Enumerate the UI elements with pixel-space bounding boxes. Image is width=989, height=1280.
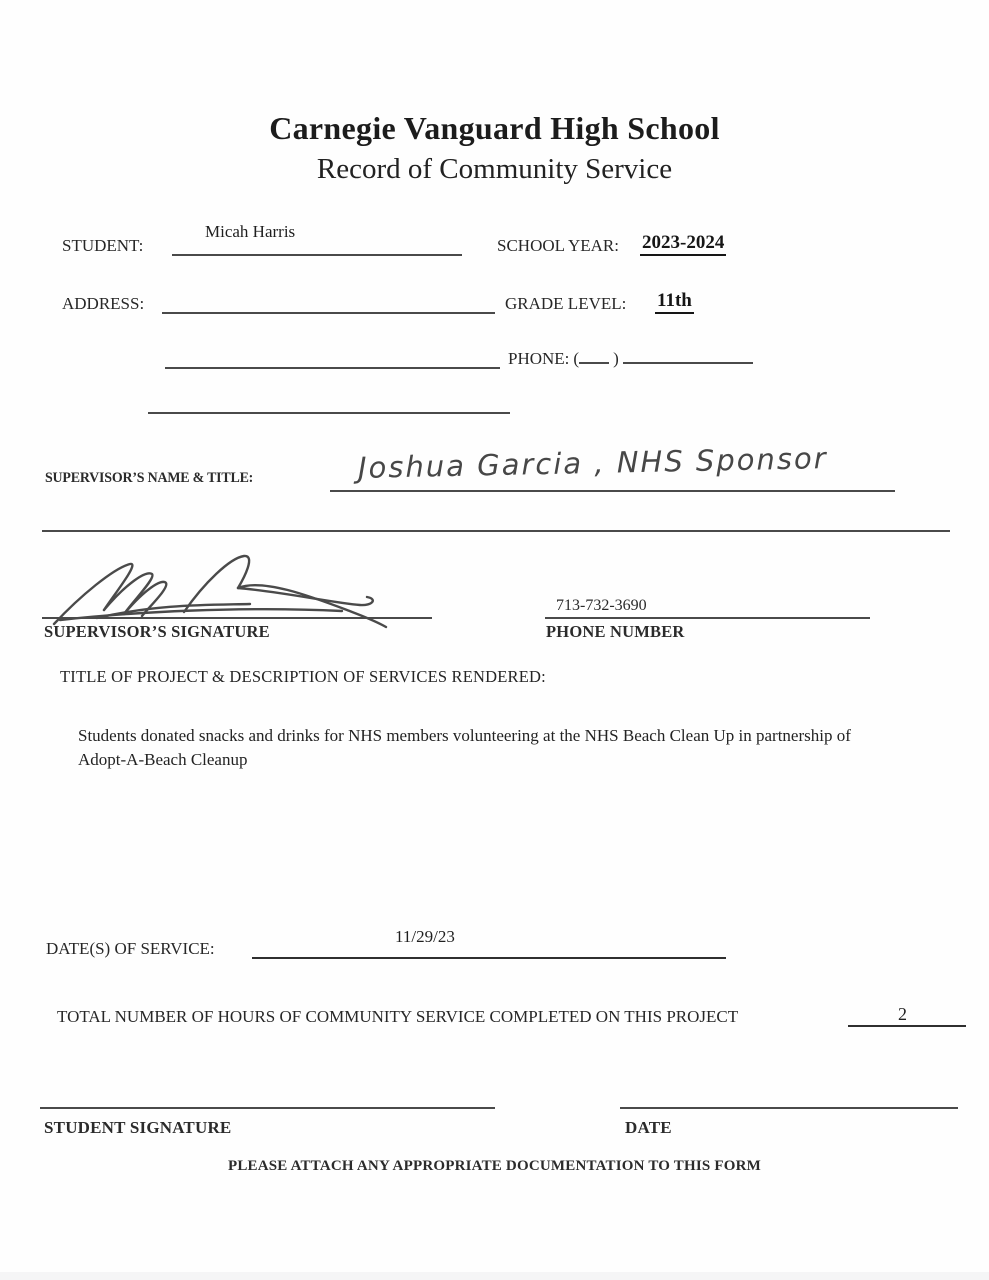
phone-number-line	[545, 617, 870, 619]
date-line	[620, 1107, 958, 1109]
school-year-label: SCHOOL YEAR:	[497, 236, 619, 255]
supervisor-name-title-label: SUPERVISOR’S NAME & TITLE:	[45, 470, 254, 486]
section-divider-line	[42, 530, 950, 532]
page-title: Carnegie Vanguard High School	[269, 110, 720, 146]
student-signature-line	[40, 1107, 495, 1109]
supervisor-name-line	[330, 490, 895, 492]
total-hours-label: TOTAL NUMBER OF HOURS OF COMMUNITY SERVICE COMPLETED ON THIS PROJECT	[57, 1007, 739, 1026]
supervisor-signature-line	[42, 617, 432, 619]
attach-documentation-note: PLEASE ATTACH ANY APPROPRIATE DOCUMENTATION TO THIS FORM	[227, 1158, 762, 1174]
dates-of-service-label: DATE(S) OF SERVICE:	[46, 939, 215, 958]
form-subtitle: Record of Community Service	[316, 153, 673, 185]
phone-number-blank	[623, 350, 753, 364]
total-hours-value: 2	[898, 1004, 907, 1024]
project-description-text: Students donated snacks and drinks for NHS members volunteering at the NHS Beach Clean Up in partnership of Adopt-A-Beach Cleanup	[78, 726, 851, 770]
grade-level-value: 11th	[655, 290, 694, 314]
address-line-2	[165, 367, 500, 369]
phone-open-paren: (	[573, 349, 580, 368]
address-line-3	[148, 412, 510, 414]
student-name-value: Micah Harris	[205, 222, 296, 241]
phone-close-paren: )	[613, 349, 619, 368]
grade-level-label: GRADE LEVEL:	[505, 294, 627, 313]
phone-number-label: PHONE NUMBER	[546, 622, 685, 641]
phone-label: PHONE:	[508, 349, 570, 368]
dates-of-service-value: 11/29/23	[395, 927, 455, 946]
address-label: ADDRESS:	[62, 294, 145, 313]
total-hours-line	[848, 1025, 966, 1027]
student-label: STUDENT:	[62, 236, 144, 255]
project-section-label: TITLE OF PROJECT & DESCRIPTION OF SERVICES RENDERED:	[60, 667, 546, 686]
address-line-1	[162, 312, 495, 314]
dates-of-service-line	[252, 957, 726, 959]
phone-area-blank	[579, 350, 609, 364]
supervisor-signature-label: SUPERVISOR’S SIGNATURE	[44, 622, 270, 641]
student-signature-label: STUDENT SIGNATURE	[44, 1118, 232, 1137]
date-label: DATE	[625, 1118, 672, 1137]
student-name-line	[172, 254, 462, 256]
scan-edge-strip	[0, 1272, 989, 1280]
supervisor-name-title-value: Joshua Garcia , NHS Sponsor	[357, 441, 828, 485]
supervisor-signature-image	[42, 548, 392, 633]
phone-number-value: 713-732-3690	[556, 597, 647, 614]
school-year-value: 2023-2024	[640, 232, 726, 256]
phone-field	[508, 349, 753, 369]
